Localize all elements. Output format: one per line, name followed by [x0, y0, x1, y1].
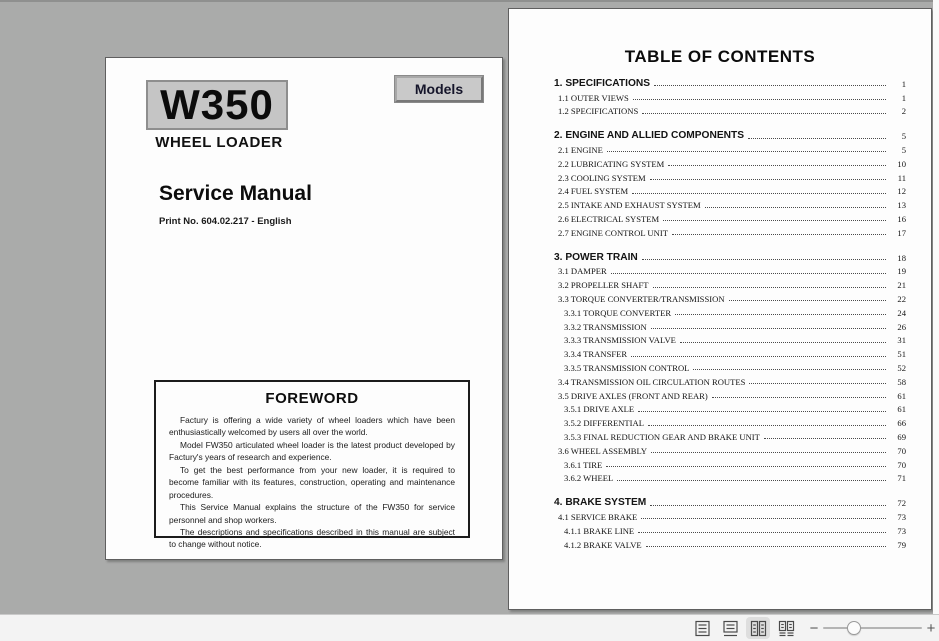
toc-entry [554, 155, 906, 169]
toc-entry [554, 224, 906, 238]
toc-dot-leader [729, 300, 886, 301]
toc-entry [554, 276, 906, 290]
continuous-scroll-view-button[interactable] [718, 617, 742, 639]
toc-entry-label: 2. ENGINE AND ALLIED COMPONENTS [554, 130, 744, 142]
toc-page-number: 61 [897, 390, 906, 401]
two-page-scroll-view-icon [778, 620, 795, 637]
toc-entry-label: 4. BRAKE SYSTEM [554, 497, 647, 509]
toc-dot-leader [712, 397, 886, 398]
toc-entry [554, 196, 906, 210]
cover-title: Service Manual [159, 182, 312, 205]
toc-entry-label: 3.4 TRANSMISSION OIL CIRCULATION ROUTES [558, 376, 746, 387]
toc-dot-leader [617, 480, 886, 481]
cover-page [105, 57, 503, 560]
toc-entry [554, 141, 906, 155]
zoom-in-button[interactable]: + [926, 619, 936, 637]
toc-dot-leader [642, 113, 886, 114]
toc-dot-leader [606, 466, 886, 467]
toc-entry [554, 332, 906, 346]
toc-entry-label: 1.2 SPECIFICATIONS [558, 106, 639, 117]
toc-entry [554, 373, 906, 387]
toc-entry-label: 2.4 FUEL SYSTEM [558, 186, 629, 197]
toc-page-number: 58 [897, 376, 906, 387]
toc-entry-label: 4.1 SERVICE BRAKE [558, 511, 638, 522]
toc-page-number: 26 [897, 321, 906, 332]
toc-entry-label: 3. POWER TRAIN [554, 251, 638, 263]
toc-entry [554, 290, 906, 304]
toc-title: TABLE OF CONTENTS [624, 47, 816, 66]
foreword-body [169, 414, 455, 551]
toc-dot-leader [646, 546, 886, 547]
toc-page-number: 72 [897, 498, 906, 509]
toc-entry-label: 2.6 ELECTRICAL SYSTEM [558, 213, 660, 224]
continuous-scroll-view-icon [722, 620, 739, 637]
toc-entry [554, 263, 906, 277]
bottom-toolbar [0, 614, 939, 641]
toc-entry-label: 3.1 DAMPER [558, 266, 607, 277]
toc-entry [554, 249, 906, 263]
toc-entry [554, 318, 906, 332]
toc-entry [554, 103, 906, 117]
toc-dot-leader [668, 165, 886, 166]
model-subtitle: WHEEL LOADER [155, 134, 283, 151]
toc-page-number: 24 [897, 307, 906, 318]
toc-dot-leader [631, 356, 886, 357]
toc-dot-leader [693, 369, 886, 370]
toc-page-number: 70 [897, 459, 906, 470]
toc-entry [554, 522, 906, 536]
toc-entry-label: 4.1.1 BRAKE LINE [564, 525, 635, 536]
toc-page-number: 51 [897, 349, 906, 360]
model-name-box [146, 80, 288, 130]
toc-page-number: 5 [901, 131, 906, 142]
model-name: W350 [160, 81, 274, 128]
toc-entry [554, 442, 906, 456]
toc-page-number: 70 [897, 445, 906, 456]
toc-entry-label: 3.6.1 TIRE [564, 459, 603, 470]
toc-entry-label: 3.3.3 TRANSMISSION VALVE [564, 335, 676, 346]
toc-page-number: 61 [897, 404, 906, 415]
zoom-slider-knob[interactable] [847, 621, 861, 635]
toc-entry-label: 2.1 ENGINE [558, 144, 603, 155]
toc-dot-leader [650, 179, 886, 180]
toc-entry-label: 3.3 TORQUE CONVERTER/TRANSMISSION [558, 293, 725, 304]
toc-dot-leader [663, 220, 886, 221]
toc-entries [554, 75, 906, 550]
toc-dot-leader [650, 505, 886, 506]
toc-entry [554, 183, 906, 197]
toc-entry [554, 536, 906, 550]
toc-entry [554, 456, 906, 470]
toc-entry-label: 2.3 COOLING SYSTEM [558, 172, 646, 183]
toc-page-number: 66 [897, 418, 906, 429]
single-page-view-button[interactable] [690, 617, 714, 639]
zoom-slider[interactable] [823, 627, 922, 629]
toc-entry [554, 89, 906, 103]
toc-entry-label: 3.3.5 TRANSMISSION CONTROL [564, 362, 690, 373]
toc-entry-label: 3.5.1 DRIVE AXLE [564, 404, 635, 415]
toc-entry-label: 3.3.4 TRANSFER [564, 349, 628, 360]
toc-entry-label: 3.2 PROPELLER SHAFT [558, 280, 649, 291]
foreword-paragraph: Factury is offering a wide variety of wheel loaders which have been enthusiastically welcomed by users all over the world. [169, 415, 455, 438]
toc-dot-leader [633, 99, 886, 100]
toc-dot-leader [705, 207, 886, 208]
toc-page-number: 21 [897, 280, 906, 291]
toc-entry [554, 169, 906, 183]
toc-entry-label: 2.7 ENGINE CONTROL UNIT [558, 227, 668, 238]
toc-page-number: 79 [897, 539, 906, 550]
toc-dot-leader [651, 328, 886, 329]
toc-entry [554, 494, 906, 508]
foreword-paragraph: To get the best performance from your new loader, it is required to become familiar with its features, construction, operating and maintenance procedures. [169, 464, 455, 500]
two-page-view-button[interactable] [746, 617, 770, 639]
toc-entry-label: 2.5 INTAKE AND EXHAUST SYSTEM [558, 200, 701, 211]
toc-dot-leader [653, 287, 887, 288]
toc-page-number: 2 [901, 106, 906, 117]
toc-entry [554, 401, 906, 415]
foreword-title: FOREWORD [265, 390, 359, 407]
toc-entry-label: 1.1 OUTER VIEWS [558, 92, 629, 103]
models-button[interactable]: Models [395, 76, 483, 102]
toc-page-number: 10 [897, 158, 906, 169]
toc-entry [554, 304, 906, 318]
toc-entry-label: 3.3.2 TRANSMISSION [564, 321, 647, 332]
toc-page [508, 8, 932, 610]
toc-entry [554, 359, 906, 373]
toc-page-number: 1 [901, 78, 906, 89]
two-page-view-icon [750, 620, 767, 637]
toc-page-number: 69 [897, 431, 906, 442]
zoom-controls [808, 621, 937, 636]
toc-page-number: 12 [897, 186, 906, 197]
toc-dot-leader [764, 438, 886, 439]
two-page-scroll-view-button[interactable] [774, 617, 798, 639]
single-page-view-icon [694, 620, 711, 637]
toc-page-number: 71 [897, 473, 906, 484]
toc-page-number: 18 [897, 252, 906, 263]
toc-entry-label: 3.6 WHEEL ASSEMBLY [558, 445, 648, 456]
toc-entry [554, 345, 906, 359]
toc-page-number: 5 [901, 144, 906, 155]
toc-dot-leader [654, 85, 886, 86]
toc-dot-leader [675, 314, 886, 315]
foreword-box [154, 380, 470, 550]
toc-entry-label: 2.2 LUBRICATING SYSTEM [558, 158, 665, 169]
toc-page-number: 19 [897, 266, 906, 277]
foreword-paragraph: Model FW350 articulated wheel loader is the latest product developed by Factury's years of research and experience. [169, 439, 455, 463]
foreword-paragraph: The descriptions and specifications described in this manual are subject to change without notice. [169, 526, 455, 550]
toc-dot-leader [641, 518, 886, 519]
toc-entry-label: 4.1.2 BRAKE VALVE [564, 539, 642, 550]
toc-entry [554, 387, 906, 401]
toc-entry [554, 414, 906, 428]
foreword-paragraph: This Service Manual explains the structure of the FW350 for service personnel and shop workers. [169, 502, 455, 525]
print-number: Print No. 604.02.217 - English [159, 216, 292, 227]
toc-entry [554, 127, 906, 141]
toc-entry [554, 210, 906, 224]
toc-dot-leader [642, 259, 886, 260]
toc-dot-leader [648, 425, 886, 426]
toc-page-number: 16 [897, 213, 906, 224]
toc-dot-leader [749, 383, 886, 384]
toc-dot-leader [611, 273, 886, 274]
toc-page-number: 17 [897, 227, 906, 238]
toc-dot-leader [638, 532, 886, 533]
toc-entry-label: 3.6.2 WHEEL [564, 473, 614, 484]
toc-page-number: 31 [897, 335, 906, 346]
toc-dot-leader [638, 411, 886, 412]
toc-page-number: 52 [897, 362, 906, 373]
zoom-out-button[interactable]: − [809, 619, 819, 637]
toc-page-number: 73 [897, 525, 906, 536]
toc-dot-leader [748, 138, 886, 139]
toc-dot-leader [672, 234, 886, 235]
toc-page-number: 73 [897, 511, 906, 522]
toc-dot-leader [651, 452, 886, 453]
toc-page-number: 1 [901, 92, 906, 103]
toc-dot-leader [607, 151, 886, 152]
toc-entry-label: 1. SPECIFICATIONS [554, 77, 651, 89]
toc-entry [554, 428, 906, 442]
toc-entry-label: 3.3.1 TORQUE CONVERTER [564, 307, 672, 318]
toc-dot-leader [632, 193, 886, 194]
toc-page-number: 22 [897, 293, 906, 304]
toc-entry [554, 75, 906, 89]
toc-entry-label: 3.5 DRIVE AXLES (FRONT AND REAR) [558, 390, 708, 401]
toc-entry [554, 470, 906, 484]
toc-page-number: 13 [897, 200, 906, 211]
toc-entry [554, 508, 906, 522]
toc-entry-label: 3.5.2 DIFFERENTIAL [564, 418, 644, 429]
toc-dot-leader [680, 342, 886, 343]
toc-page-number: 11 [897, 172, 906, 183]
right-edge-strip [933, 0, 939, 614]
toc-entry-label: 3.5.3 FINAL REDUCTION GEAR AND BRAKE UNIT [564, 431, 760, 442]
